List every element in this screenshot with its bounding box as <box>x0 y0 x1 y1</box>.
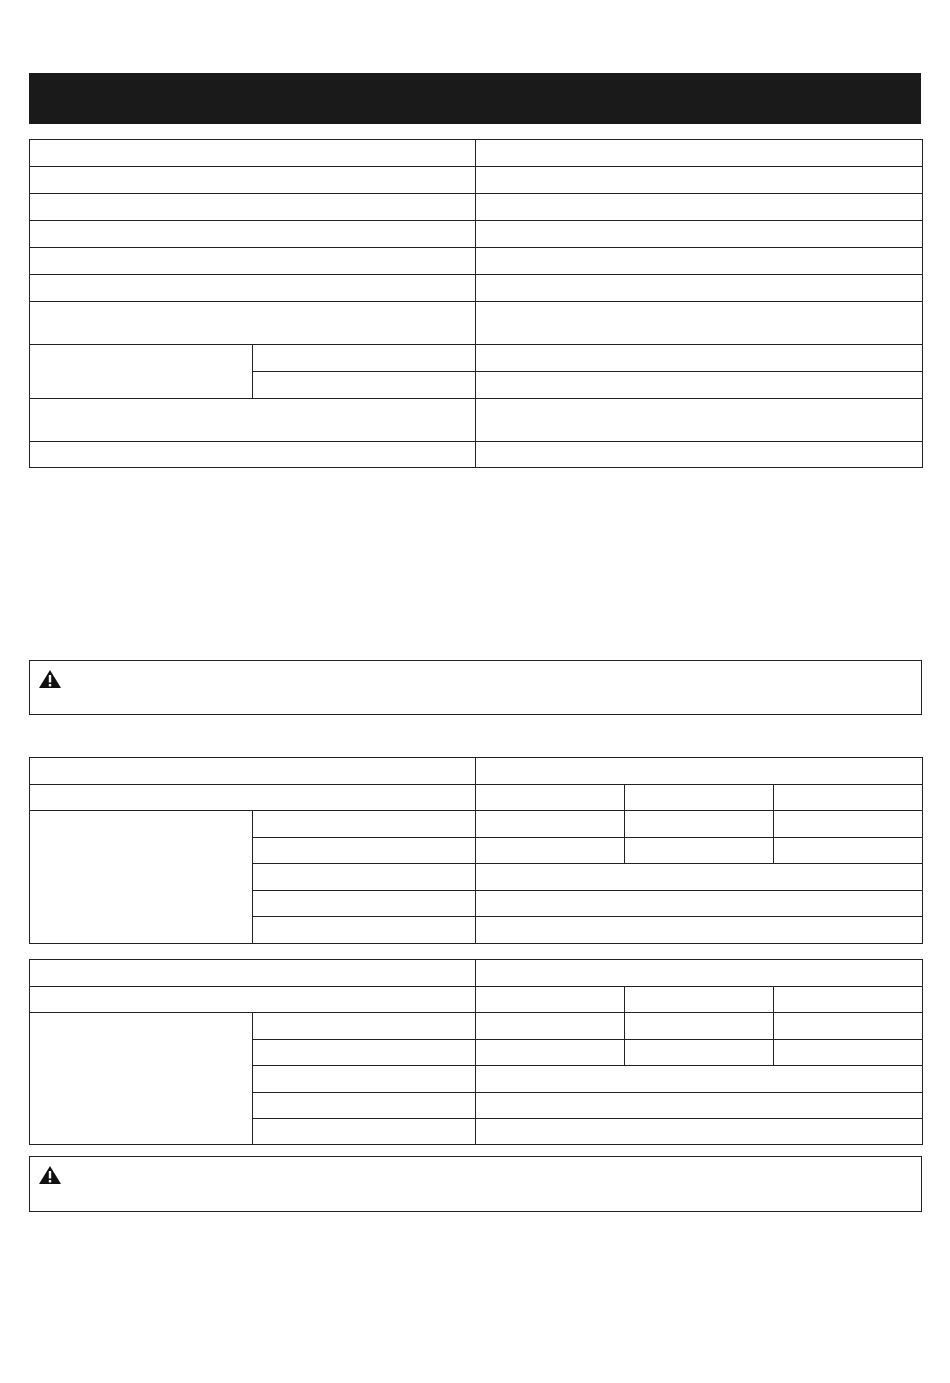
table-row <box>30 248 923 275</box>
table-title-value <box>476 960 923 987</box>
values-table <box>29 757 923 944</box>
column-header <box>476 785 625 811</box>
column-header <box>625 987 774 1013</box>
table-header-row <box>30 785 923 811</box>
table-row <box>30 302 923 345</box>
spec-value <box>476 140 923 167</box>
spec-label <box>30 302 476 345</box>
table-cell <box>476 1093 923 1119</box>
row-group-label <box>30 1013 253 1145</box>
table-row <box>30 221 923 248</box>
warning-triangle-icon <box>38 669 62 689</box>
table-row <box>30 399 923 442</box>
spec-value <box>476 221 923 248</box>
table-row <box>30 758 923 785</box>
table-cell <box>476 864 923 891</box>
column-header <box>774 987 923 1013</box>
spec-label <box>30 275 476 302</box>
table-title <box>30 960 476 987</box>
table-row <box>30 140 923 167</box>
table-cell <box>774 1013 923 1040</box>
table-cell <box>476 838 625 864</box>
spec-value <box>476 372 923 399</box>
row-label <box>253 1066 476 1093</box>
spec-value <box>476 248 923 275</box>
table-title-value <box>476 758 923 785</box>
spec-value <box>476 442 923 468</box>
table-row <box>30 960 923 987</box>
table-title <box>30 758 476 785</box>
column-header <box>774 785 923 811</box>
table-cell <box>476 917 923 944</box>
warning-triangle-icon <box>38 1165 62 1185</box>
row-label <box>253 811 476 838</box>
column-header <box>625 785 774 811</box>
spec-group-label <box>30 345 253 399</box>
table-cell <box>476 1013 625 1040</box>
column-header <box>476 987 625 1013</box>
table-header-row <box>30 987 923 1013</box>
column-header <box>30 785 476 811</box>
spec-sub-label <box>253 372 476 399</box>
spec-value <box>476 399 923 442</box>
row-label <box>253 1093 476 1119</box>
table-cell <box>774 838 923 864</box>
row-group-label <box>30 811 253 944</box>
table-cell <box>625 1040 774 1066</box>
table-row <box>30 275 923 302</box>
row-label <box>253 1119 476 1145</box>
warning-box <box>29 660 922 715</box>
table-row <box>30 442 923 468</box>
spec-label <box>30 194 476 221</box>
table-cell <box>476 1119 923 1145</box>
spec-label <box>30 248 476 275</box>
values-table <box>29 959 923 1145</box>
spec-sub-label <box>253 345 476 372</box>
table-row <box>30 1013 923 1040</box>
section-header-bar <box>29 73 921 124</box>
table-cell <box>476 891 923 917</box>
spec-label <box>30 167 476 194</box>
spec-value <box>476 345 923 372</box>
table-row <box>30 811 923 838</box>
table-row <box>30 194 923 221</box>
table-row <box>30 345 923 372</box>
table-cell <box>476 1066 923 1093</box>
spec-label <box>30 221 476 248</box>
row-label <box>253 838 476 864</box>
spec-value <box>476 302 923 345</box>
spec-table <box>29 139 923 468</box>
column-header <box>30 987 476 1013</box>
warning-box <box>29 1156 922 1212</box>
row-label <box>253 1040 476 1066</box>
row-label <box>253 891 476 917</box>
row-label <box>253 1013 476 1040</box>
table-row <box>30 167 923 194</box>
table-cell <box>476 1040 625 1066</box>
spec-value <box>476 275 923 302</box>
table-cell <box>625 1013 774 1040</box>
spec-value <box>476 167 923 194</box>
table-cell <box>625 811 774 838</box>
table-cell <box>774 811 923 838</box>
table-cell <box>476 811 625 838</box>
table-cell <box>774 1040 923 1066</box>
spec-label <box>30 399 476 442</box>
spec-label <box>30 442 476 468</box>
spec-value <box>476 194 923 221</box>
row-label <box>253 917 476 944</box>
spec-label <box>30 140 476 167</box>
table-cell <box>625 838 774 864</box>
row-label <box>253 864 476 891</box>
